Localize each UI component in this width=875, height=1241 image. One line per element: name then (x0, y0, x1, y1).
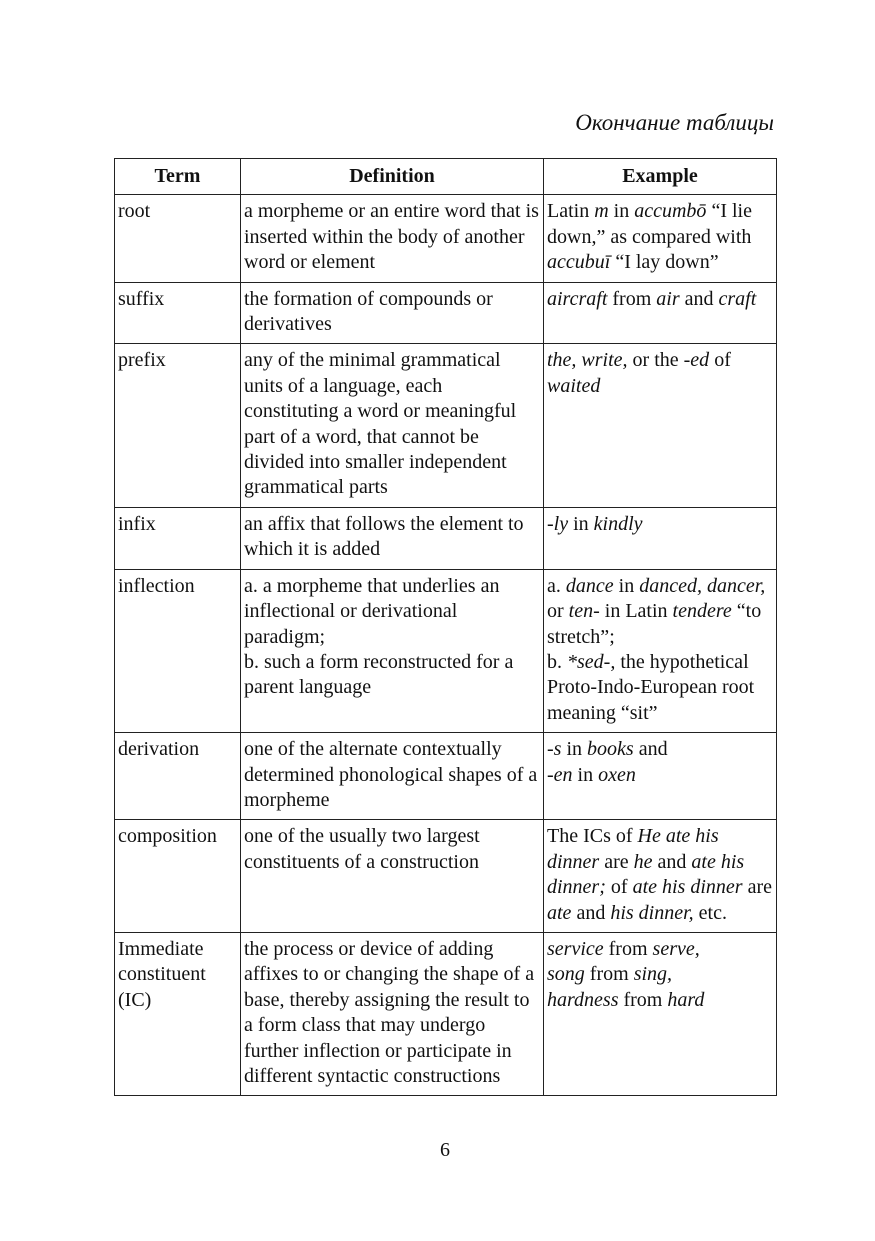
cell-definition: one of the usually two largest constituents of a construction (241, 820, 544, 933)
cell-term: root (115, 195, 241, 282)
header-definition: Definition (241, 159, 544, 195)
example-italic-fragment: books (587, 738, 634, 761)
example-italic-fragment: accubuī (547, 251, 611, 274)
example-text-fragment: from (584, 963, 634, 986)
example-italic-fragment: craft (718, 287, 757, 310)
example-text-fragment: or the (627, 349, 684, 372)
example-text-fragment: from (618, 988, 668, 1011)
example-italic-fragment: dance (565, 574, 614, 597)
table-row (115, 569, 777, 732)
example-text-fragment: are (599, 850, 634, 873)
cell-term: derivation (115, 733, 241, 820)
example-italic-fragment: m (594, 200, 609, 223)
example-italic-fragment: kindly (593, 512, 643, 535)
example-italic-fragment: air (656, 287, 680, 310)
example-text-fragment: in (568, 512, 594, 535)
example-text-fragment: Latin (547, 200, 595, 223)
example-text-fragment: the hypothetical Proto-Indo-European root meaning “sit” (547, 650, 755, 724)
example-text-fragment: etc. (693, 901, 727, 924)
table-caption: Окончание таблицы (575, 110, 774, 135)
example-italic-fragment: serve, song (547, 937, 700, 986)
example-italic-fragment: danced, dancer, (639, 574, 766, 597)
example-italic-fragment: tendere (672, 600, 732, 623)
cell-term: composition (115, 820, 241, 933)
example-italic-fragment: hard (667, 988, 705, 1011)
example-italic-fragment: ten- (568, 600, 600, 623)
example-italic-fragment: ate his dinner (632, 876, 743, 899)
example-text-fragment: “to stretch”; b. (547, 600, 762, 673)
example-italic-fragment: he (633, 850, 653, 873)
example-text-fragment: in Latin (599, 600, 673, 623)
example-text-fragment: in (561, 738, 588, 761)
example-italic-fragment: ate his dinner; (547, 850, 745, 899)
example-italic-fragment: aircraft (547, 287, 608, 310)
example-italic-fragment: -ed (683, 349, 710, 372)
cell-example (544, 820, 777, 933)
example-text-fragment: “I lie down,” as compared with (547, 200, 752, 248)
cell-definition: a morpheme or an entire word that is inserted within the body of another word or element (241, 195, 544, 282)
table-row (115, 733, 777, 820)
cell-example (544, 733, 777, 820)
example-italic-fragment: the, write, (547, 349, 628, 372)
example-text-fragment: and (638, 738, 668, 761)
table-header-row (115, 159, 777, 195)
cell-definition: the formation of compounds or derivatives (241, 282, 544, 344)
example-italic-fragment: sing, hardness (547, 963, 673, 1011)
example-italic-fragment: waited (547, 374, 601, 397)
example-italic-fragment: -ly (547, 512, 569, 535)
example-italic-fragment: *sed-, (567, 650, 616, 673)
example-italic-fragment: -en (547, 763, 573, 786)
cell-example (544, 932, 777, 1095)
table-row (115, 820, 777, 933)
example-italic-fragment: his dinner, (610, 901, 694, 924)
header-term: Term (115, 159, 241, 195)
cell-definition: the process or device of adding affixes to or changing the shape of a base, thereby assigning the result to a form class that may undergo further inflection or participate in different syntactic constructions (241, 932, 544, 1095)
cell-term: inflection (115, 569, 241, 732)
example-text-fragment: or (547, 600, 569, 623)
example-text-fragment: in (608, 200, 635, 223)
cell-definition: one of the alternate contextually determined phonological shapes of a morpheme (241, 733, 544, 820)
example-text-fragment: from (607, 287, 657, 310)
table-row (115, 282, 777, 344)
example-text-fragment: The ICs of (547, 825, 638, 848)
example-text-fragment: a. (547, 574, 566, 597)
cell-example (544, 282, 777, 344)
example-text-fragment: of (709, 349, 731, 372)
example-italic-fragment: service (547, 937, 604, 960)
table-row (115, 344, 777, 507)
table-row (115, 195, 777, 282)
cell-term: suffix (115, 282, 241, 344)
example-text-fragment: in (613, 574, 640, 597)
example-text-fragment: are (742, 876, 772, 899)
example-text-fragment: in (572, 763, 599, 786)
cell-definition: an affix that follows the element to which it is added (241, 507, 544, 569)
cell-example (544, 344, 777, 507)
cell-term: infix (115, 507, 241, 569)
example-italic-fragment: He ate his dinner (547, 825, 719, 873)
cell-example (544, 195, 777, 282)
example-text-fragment: from (603, 937, 653, 960)
table-row (115, 507, 777, 569)
example-text-fragment: and (652, 850, 692, 873)
table-row (115, 932, 777, 1095)
example-italic-fragment: accumbō (634, 200, 707, 223)
cell-example (544, 507, 777, 569)
example-text-fragment: and (679, 287, 719, 310)
example-text-fragment: and (571, 901, 611, 924)
cell-definition: any of the minimal grammatical units of a language, each constituting a word or meaningful part of a word, that cannot be divided into smaller independent grammatical parts (241, 344, 544, 507)
example-text-fragment: of (605, 876, 633, 899)
cell-term: Immediate constituent (IC) (115, 932, 241, 1095)
cell-example (544, 569, 777, 732)
page-number: 6 (440, 1139, 450, 1161)
terms-table (114, 158, 777, 1096)
cell-definition: a. a morpheme that underlies an inflectional or derivational paradigm; b. such a form reconstructed for a parent language (241, 569, 544, 732)
cell-term: prefix (115, 344, 241, 507)
header-example: Example (544, 159, 777, 195)
example-italic-fragment: ate (547, 901, 572, 924)
example-italic-fragment: oxen (598, 763, 636, 786)
example-text-fragment: “I lay down” (610, 251, 719, 274)
example-italic-fragment: -s (547, 738, 562, 761)
